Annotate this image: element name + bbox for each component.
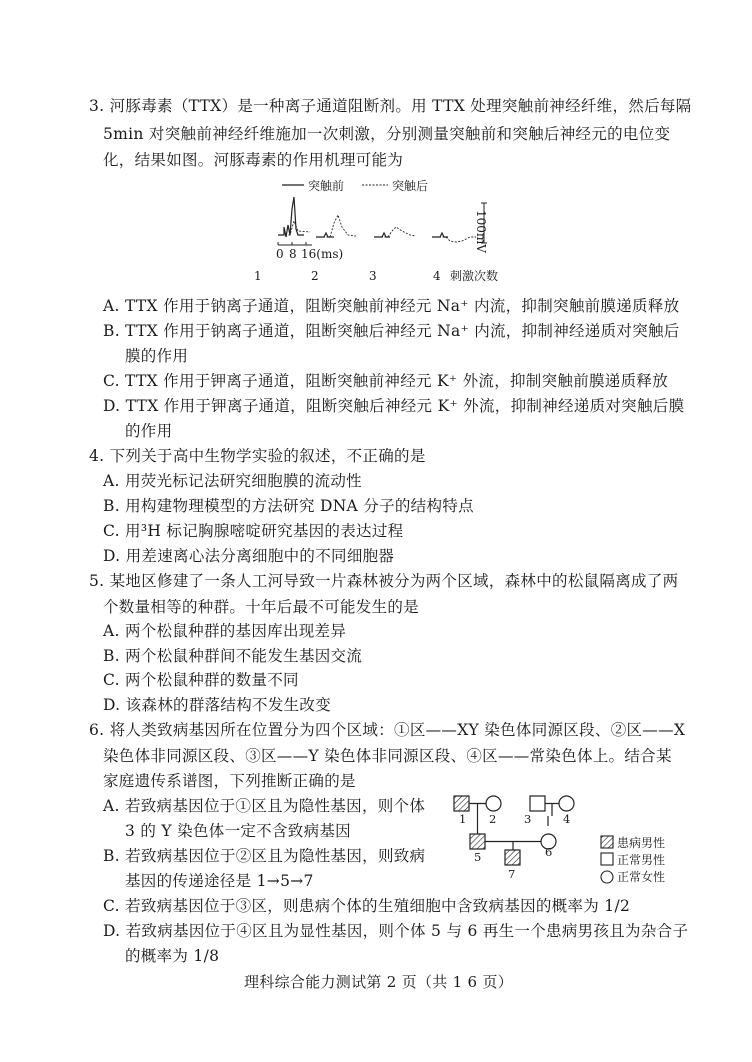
q6-stem-line1: 6. 将人类致病基因所在位置分为四个区域：①区——XY 染色体同源区段、②区——X xyxy=(89,721,686,739)
q5-option-b: B. 两个松鼠种群间不能发生基因交流 xyxy=(103,647,363,665)
q6-option-d: D. 若致病基因位于④区且为显性基因，则个体 5 与 6 再生一个患病男孩且为杂合子 xyxy=(103,922,689,940)
q6-stem-line2: 染色体非同源区段、③区——Y 染色体非同源区段、④区——常染色体上。结合某 xyxy=(103,747,672,765)
q3-option-b-cont: 膜的作用 xyxy=(125,347,189,365)
pedigree-individual-2 xyxy=(486,796,501,811)
q3-option-b: B. TTX 作用于钠离子通道，阻断突触后神经元 Na⁺ 内流，抑制神经递质对突触后 xyxy=(103,322,680,340)
q3-tick-16: 16(ms) xyxy=(301,247,344,261)
pedigree-label-3: 3 xyxy=(524,812,532,826)
q3-option-a: A. TTX 作用于钠离子通道，阻断突触前神经元 Na⁺ 内流，抑制突触前膜递质释放 xyxy=(103,297,680,315)
q3-tick-8: 8 xyxy=(289,247,297,261)
q6-option-a: A. 若致病基因位于①区且为隐性基因，则个体 xyxy=(103,797,426,815)
q6-stem-line3: 家庭遗传系谱图，下列推断正确的是 xyxy=(103,772,356,790)
q3-stim-1: 1 xyxy=(254,269,262,283)
q3-legend-pre: 突触前 xyxy=(308,179,345,193)
q5-option-c: C. 两个松鼠种群的数量不同 xyxy=(103,671,299,689)
legend-normal-male-symbol xyxy=(601,853,613,865)
q5-option-a: A. 两个松鼠种群的基因库出现差异 xyxy=(103,622,347,640)
pedigree-label-1: 1 xyxy=(459,812,467,826)
q6-option-b-cont: 基因的传递途径是 1→5→7 xyxy=(125,872,314,890)
q3-stim-2: 2 xyxy=(311,269,319,283)
pedigree-label-5: 5 xyxy=(474,850,482,864)
pedigree-label-2: 2 xyxy=(489,812,497,826)
q4-option-d: D. 用差速离心法分离细胞中的不同细胞器 xyxy=(103,547,395,565)
pedigree-individual-5 xyxy=(470,834,485,849)
q3-stem-line3: 化，结果如图。河豚毒素的作用机理可能为 xyxy=(103,151,404,169)
pedigree-individual-1 xyxy=(454,796,469,811)
q4-stem: 4. 下列关于高中生物学实验的叙述，不正确的是 xyxy=(89,447,426,465)
q3-stim-caption: 刺激次数 xyxy=(450,269,499,283)
q3-scale-label: 100mV xyxy=(474,210,488,253)
q3-stim-3: 3 xyxy=(369,269,377,283)
legend-affected-male-symbol xyxy=(601,836,613,848)
q6-option-a-cont: 3 的 Y 染色体一定不含致病基因 xyxy=(125,822,351,840)
q3-option-c: C. TTX 作用于钾离子通道，阻断突触前神经元 K⁺ 外流，抑制突触前膜递质释放 xyxy=(103,372,669,390)
q3-stem-line1: 3. 河豚毒素（TTX）是一种离子通道阻断剂。用 TTX 处理突触前神经纤维，然后每隔 xyxy=(89,97,692,115)
q3-stem-line2: 5min 对突触前神经纤维施加一次刺激，分别测量突触前和突触后神经元的电位变 xyxy=(103,125,671,143)
q6-option-c: C. 若致病基因位于③区，则患病个体的生殖细胞中含致病基因的概率为 1/2 xyxy=(103,897,631,915)
pedigree-legend-affected-male: 患病男性 xyxy=(617,836,666,850)
q5-stem-line2: 个数量相等的种群。十年后最不可能发生的是 xyxy=(103,598,420,616)
pedigree-label-7: 7 xyxy=(508,867,516,881)
pedigree-individual-4 xyxy=(559,796,574,811)
q4-option-b: B. 用构建物理模型的方法研究 DNA 分子的结构特点 xyxy=(103,497,474,515)
q4-option-a: A. 用荧光标记法研究细胞膜的流动性 xyxy=(103,472,362,490)
q3-stim-4: 4 xyxy=(433,269,441,283)
q6-option-b: B. 若致病基因位于②区且为隐性基因，则致病 xyxy=(103,847,426,865)
pedigree-individual-7 xyxy=(505,850,520,865)
q3-legend-post: 突触后 xyxy=(392,179,429,193)
pedigree-legend-normal-male: 正常男性 xyxy=(617,853,666,867)
page-footer: 理科综合能力测试第 2 页（共 1 6 页） xyxy=(244,973,514,991)
q3-tick-0: 0 xyxy=(276,247,284,261)
q6-option-d-cont: 的概率为 1/8 xyxy=(125,947,220,965)
q5-stem-line1: 5. 某地区修建了一条人工河导致一片森林被分为两个区域，森林中的松鼠隔离成了两 xyxy=(89,572,679,590)
legend-normal-female-symbol xyxy=(601,871,613,883)
pedigree-individual-3 xyxy=(530,796,545,811)
q3-option-d-cont: 的作用 xyxy=(125,422,173,440)
q4-option-c: C. 用³H 标记胸腺嘧啶研究基因的表达过程 xyxy=(103,522,404,540)
pedigree-chart xyxy=(445,790,705,885)
q5-option-d: D. 该森林的群落结构不发生改变 xyxy=(103,696,332,714)
pedigree-label-6: 6 xyxy=(545,845,553,859)
q3-option-d: D. TTX 作用于钾离子通道，阻断突触后神经元 K⁺ 外流，抑制神经递质对突触后膜 xyxy=(103,397,685,415)
pedigree-legend-normal-female: 正常女性 xyxy=(617,870,666,884)
pedigree-label-4: 4 xyxy=(563,812,571,826)
